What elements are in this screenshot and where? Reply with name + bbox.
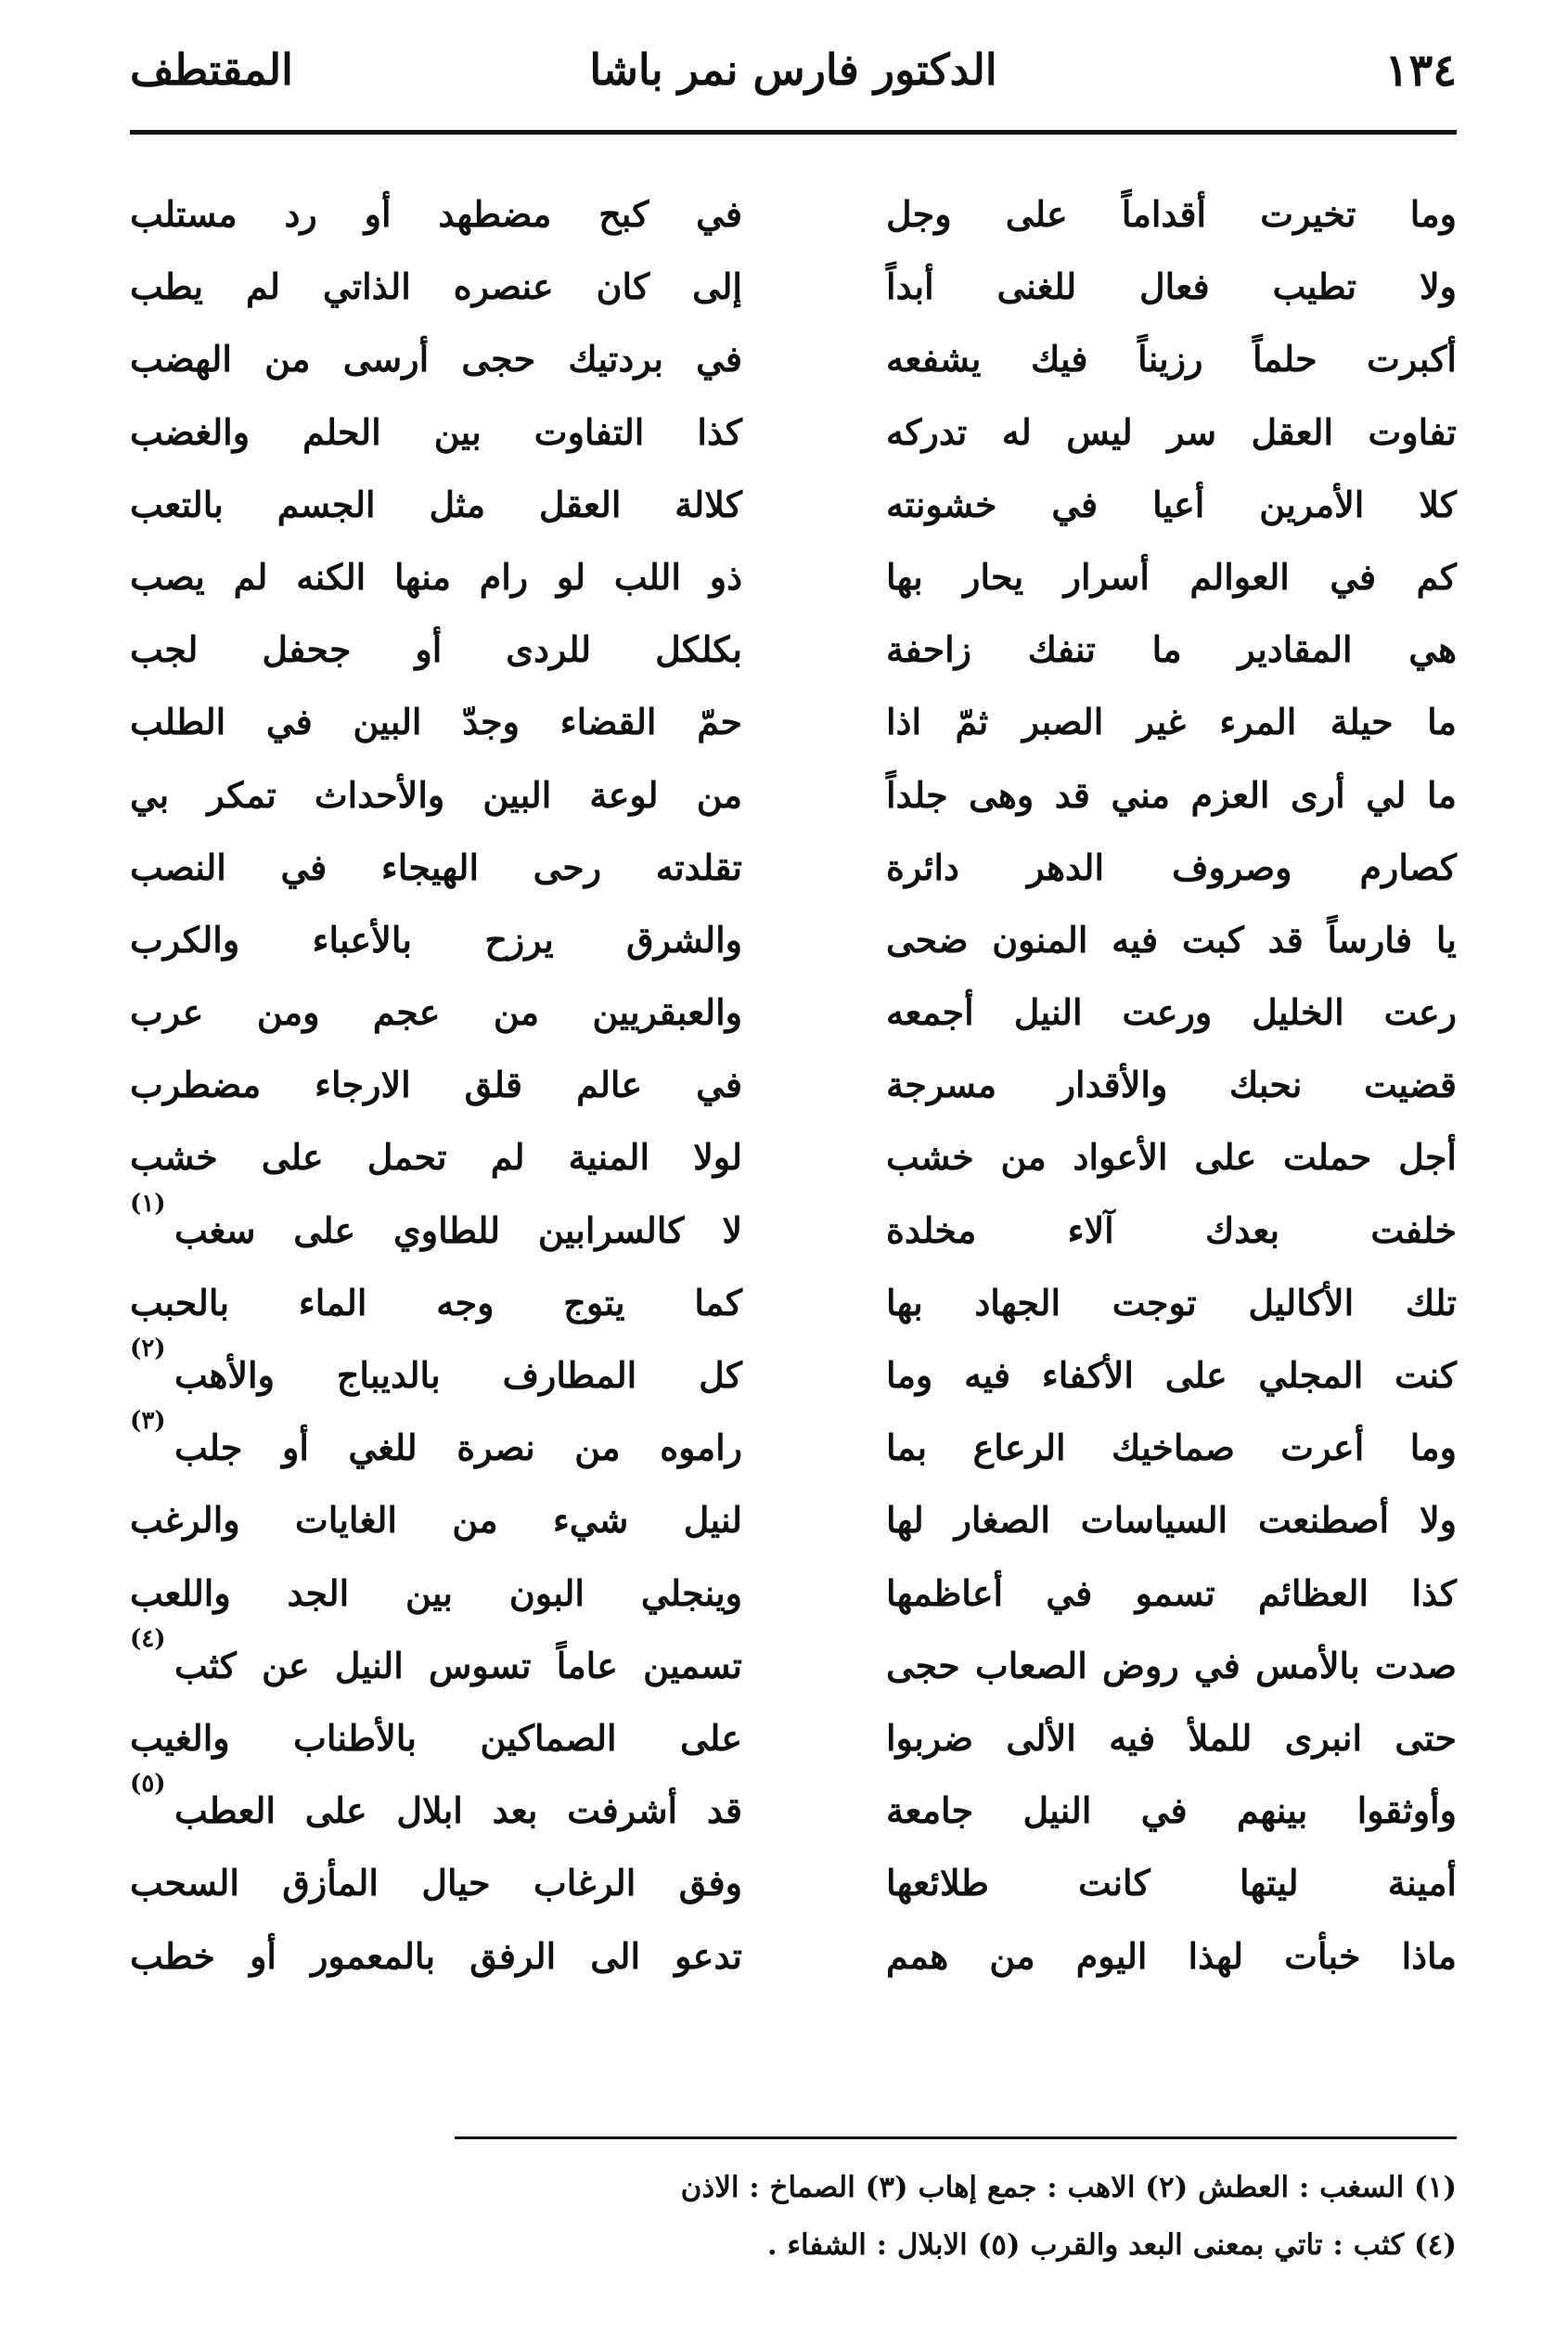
verse-text: تقلدته رحى الهيجاء في النصب	[130, 845, 742, 888]
verse-line	[130, 1335, 742, 1412]
page-header	[130, 37, 1457, 111]
verse-line	[886, 396, 1457, 469]
verse-line	[130, 469, 742, 541]
verse-line	[886, 613, 1457, 686]
verse-text: كما يتوج وجه الماء بالحبب	[130, 1281, 742, 1323]
verse-text: يا فارساً قد كبت فيه المنون ضحى	[886, 918, 1457, 961]
verse-line	[130, 613, 742, 686]
verse-line	[130, 396, 742, 469]
verse-line	[886, 1339, 1457, 1412]
running-title: الدكتور فارس نمر باشا	[589, 45, 997, 95]
verse-text: أجل حملت على الأعواد من خشب	[886, 1136, 1457, 1179]
verse-text: كذا العظائم تسمو في أعاظمها	[886, 1571, 1457, 1614]
verse-text: راموه من نصرة للغي أو جلب	[174, 1426, 742, 1469]
verse-line	[130, 1484, 742, 1556]
verse-line	[130, 1049, 742, 1121]
verse-text: في عالم قلق الارجاء مضطرب	[130, 1064, 742, 1106]
verse-text: إلى كان عنصره الذاتي لم يطب	[130, 265, 742, 308]
verse-text: كصارم وصروف الدهر دائرة	[886, 845, 1457, 888]
verse-text: في بردتيك حجى أرسى من الهضب	[130, 338, 742, 381]
verse-line	[130, 1121, 742, 1194]
verse-text: تفاوت العقل سر ليس له تدركه	[886, 410, 1457, 453]
verse-line	[130, 904, 742, 976]
verse-line	[886, 1412, 1457, 1484]
header-rule	[130, 130, 1457, 135]
verse-text: ذو اللب لو رام منها الكنه لم يصب	[130, 555, 742, 598]
verse-line	[130, 1920, 742, 1993]
verse-line	[130, 976, 742, 1049]
verse-text: من لوعة البين والأحداث تمكر بي	[130, 773, 742, 816]
verse-text: والعبقريين من عجم ومن عرب	[130, 991, 742, 1034]
verse-line	[130, 178, 742, 251]
verse-line	[886, 1049, 1457, 1121]
verse-text: تلك الأكاليل توجت الجهاد بها	[886, 1281, 1457, 1323]
verse-line	[886, 976, 1457, 1049]
verse-line	[130, 832, 742, 904]
verse-text: ما لي أرى العزم مني قد وهى جلداً	[886, 773, 1457, 816]
verse-line	[886, 1484, 1457, 1556]
verse-text: أمينة ليتها كانت طلائعها	[886, 1862, 1457, 1904]
verse-line	[886, 904, 1457, 976]
verse-text: وأوثقوا بينهم في النيل جامعة	[886, 1789, 1457, 1832]
verse-text: هي المقادير ما تنفك زاحفة	[886, 628, 1457, 671]
verse-line	[886, 1630, 1457, 1702]
verse-line	[886, 323, 1457, 395]
verse-line	[886, 251, 1457, 323]
verse-text: كم في العوالم أسرار يحار بها	[886, 555, 1457, 598]
poem	[130, 178, 1457, 2090]
verse-text: رعت الخليل ورعت النيل أجمعه	[886, 991, 1457, 1034]
verse-line	[886, 1267, 1457, 1339]
footnotes	[436, 2159, 1457, 2274]
verse-text: والشرق يرزح بالأعباء والكرب	[130, 918, 742, 961]
verse-text: وما تخيرت أقداماً على وجل	[886, 193, 1457, 235]
verse-line	[886, 178, 1457, 251]
verse-line	[130, 1189, 742, 1267]
verse-text: كل المطارف بالديباج والأهب	[174, 1354, 742, 1396]
verse-text: صدت بالأمس في روض الصعاب حجى	[886, 1644, 1457, 1686]
verse-text: تدعو الى الرفق بالمعمور أو خطب	[130, 1934, 742, 1977]
footnote-marker: (٣)	[130, 1407, 166, 1436]
verse-text: ماذا خبأت لهذا اليوم من همم	[886, 1934, 1457, 1977]
verse-line	[130, 1847, 742, 1919]
verse-line	[130, 1702, 742, 1775]
footnote-marker: (٥)	[130, 1770, 166, 1799]
verse-text: وينجلي البون بين الجد واللعب	[130, 1571, 742, 1614]
verse-text: ولا أصطنعت السياسات الصغار لها	[886, 1499, 1457, 1542]
verse-line	[130, 1267, 742, 1339]
verse-text: حتى انبرى للملأ فيه الألى ضربوا	[886, 1716, 1457, 1759]
verse-text: ما حيلة المرء غير الصبر ثمّ اذا	[886, 701, 1457, 743]
verse-text: تسمين عاماً تسوس النيل عن كثب	[174, 1644, 742, 1686]
verse-text: لا كالسرابين للطاوي على سغب	[174, 1208, 742, 1251]
verse-line	[130, 541, 742, 613]
verse-text: لنيل شيء من الغايات والرغب	[130, 1499, 742, 1542]
verse-line	[886, 1557, 1457, 1630]
verse-line	[886, 1702, 1457, 1775]
verse-text: بكلكل للردى أو جحفل لجب	[130, 628, 742, 671]
verse-text: وما أعرت صماخيك الرعاع بما	[886, 1426, 1457, 1469]
verse-line	[886, 759, 1457, 832]
verse-line	[886, 1920, 1457, 1993]
poem-right-column	[886, 178, 1457, 1993]
verse-line	[130, 759, 742, 832]
verse-line	[886, 1194, 1457, 1267]
footnote-line: (١) السغب : العطش (٢) الاهب : جمع إهاب (٣) الصماخ : الاذن	[680, 2171, 1457, 2204]
verse-text: في كبح مضطهد أو رد مستلب	[130, 193, 742, 235]
journal-name: المقتطف	[130, 45, 293, 95]
footnote-rule	[455, 2136, 1457, 2139]
verse-text: وفق الرغاب حيال المأزق السحب	[130, 1862, 742, 1904]
verse-line	[130, 251, 742, 323]
verse-text: ولا تطيب فعال للغنى أبداً	[886, 265, 1457, 308]
verse-line	[130, 323, 742, 395]
verse-line	[130, 1557, 742, 1630]
verse-text: على الصماكين بالأطناب والغيب	[130, 1716, 742, 1759]
verse-line	[886, 832, 1457, 904]
verse-line	[130, 1407, 742, 1484]
verse-line	[130, 1624, 742, 1702]
verse-line	[886, 1775, 1457, 1847]
verse-line	[130, 1770, 742, 1847]
verse-text: قضيت نحبك والأقدار مسرجة	[886, 1064, 1457, 1106]
verse-line	[886, 686, 1457, 758]
verse-text: حمّ القضاء وجدّ البين في الطلب	[130, 701, 742, 743]
verse-text: قد أشرفت بعد ابلال على العطب	[174, 1789, 742, 1832]
verse-text: أكبرت حلماً رزيناً فيك يشفعه	[886, 338, 1457, 381]
verse-text: كذا التفاوت بين الحلم والغضب	[130, 410, 742, 453]
footnote-marker: (٤)	[130, 1624, 166, 1653]
poem-left-column	[130, 178, 742, 1993]
footnote-line: (٤) كثب : تاتي بمعنى البعد والقرب (٥) الابلال : الشفاء .	[766, 2228, 1457, 2262]
verse-text: خلفت بعدك آلاء مخلدة	[886, 1208, 1457, 1251]
verse-line	[886, 1847, 1457, 1919]
verse-text: كلالة العقل مثل الجسم بالتعب	[130, 483, 742, 525]
verse-line	[886, 1121, 1457, 1194]
verse-line	[886, 469, 1457, 541]
verse-text: كنت المجلي على الأكفاء فيه وما	[886, 1354, 1457, 1396]
footnote-marker: (١)	[130, 1189, 166, 1218]
verse-text: كلا الأمرين أعيا في خشونته	[886, 483, 1457, 525]
page-number: ١٣٤	[1384, 45, 1457, 97]
verse-text: لولا المنية لم تحمل على خشب	[130, 1136, 742, 1179]
verse-line	[886, 541, 1457, 613]
footnote-marker: (٢)	[130, 1335, 166, 1362]
verse-line	[130, 686, 742, 758]
